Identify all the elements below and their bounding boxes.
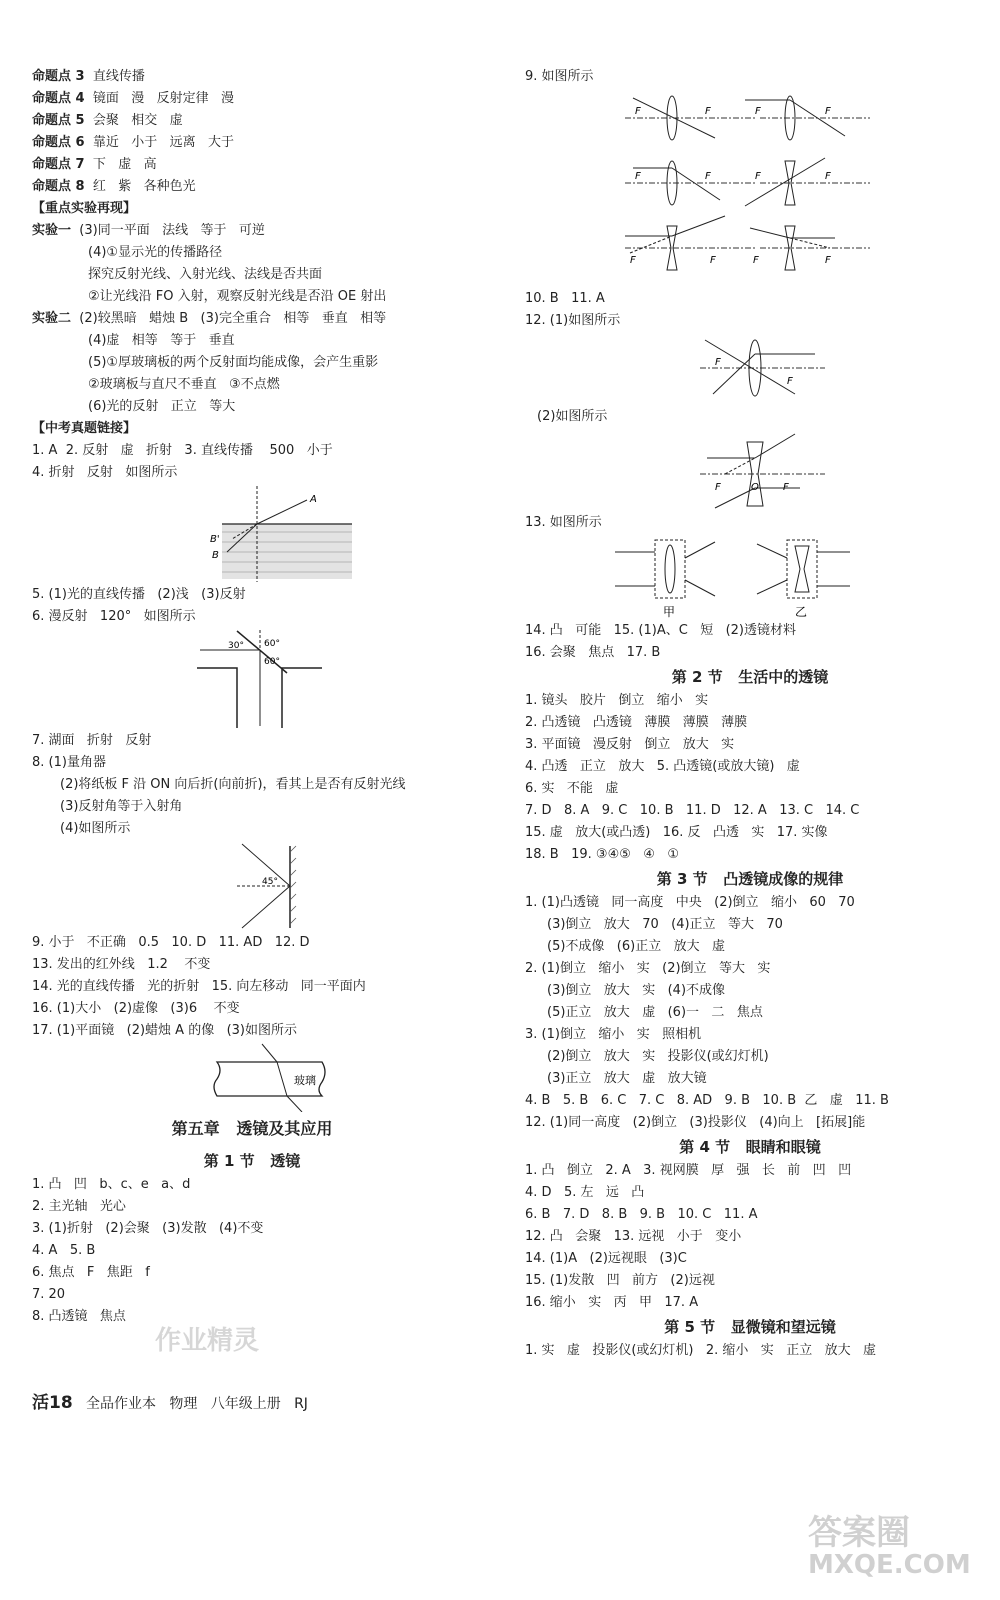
answer-line: 12. (1)同一高度 (2)倒立 (3)投影仪 (4)向上 [拓展]能 bbox=[525, 1115, 866, 1130]
topic-point-line bbox=[32, 132, 472, 154]
glass-label: 玻璃 bbox=[294, 1074, 316, 1087]
answer-line: 4. A 5. B bbox=[32, 1243, 96, 1258]
topic-point-label: 命题点 4 bbox=[32, 91, 85, 106]
label-yi: 乙 bbox=[795, 605, 808, 619]
topic-point-label: 命题点 5 bbox=[32, 113, 85, 128]
experiment-1: 实验一 (3)同一平面 法线 等于 可逆 (4)①显示光的传播路径 探究反射光线、入射光线、法线是否共面 ②让光线沿 FO 入射，观察反射光线是否沿 OE 射出 bbox=[32, 223, 387, 304]
angle-label: 60° bbox=[264, 639, 280, 649]
answer-line: 16. 缩小 实 丙 甲 17. A bbox=[525, 1295, 699, 1310]
topic-point-line bbox=[32, 88, 472, 110]
answer-line: 9. 小于 不正确 0.5 10. D 11. AD 12. D bbox=[32, 935, 310, 950]
box-lens-figure bbox=[525, 534, 975, 620]
topic-point-line bbox=[32, 110, 472, 132]
angle-label: 60° bbox=[264, 657, 280, 667]
experiment-1-label: 实验一 bbox=[32, 223, 72, 238]
answer-line: 6. 漫反射 120° 如图所示 bbox=[32, 609, 196, 624]
answer-line: (4)如图所示 bbox=[60, 821, 131, 836]
answer-line: 12. 凸 会聚 13. 远视 小于 变小 bbox=[525, 1229, 742, 1244]
focus-label: F bbox=[705, 106, 711, 117]
watermark-logo: 答案圈 bbox=[808, 1513, 910, 1553]
answer-line: (2)如图所示 bbox=[537, 409, 608, 424]
page-footer bbox=[32, 1388, 308, 1413]
angle-label: 45° bbox=[262, 877, 278, 887]
answer-line: 18. B 19. ③④⑤ ④ ① bbox=[525, 847, 679, 862]
answer-line: 2. 主光轴 光心 bbox=[32, 1199, 126, 1214]
answer-line: 3. (1)倒立 缩小 实 照相机 bbox=[525, 1027, 702, 1042]
concave-lens-figure bbox=[525, 428, 975, 512]
section-1-answers bbox=[32, 1174, 472, 1328]
topic-point-line bbox=[32, 154, 472, 176]
topic-point-label: 命题点 6 bbox=[32, 135, 85, 150]
answer-line: 16. 会聚 焦点 17. B bbox=[525, 645, 661, 660]
answer-line: 7. 20 bbox=[32, 1287, 66, 1302]
experiment-2-label: 实验二 bbox=[32, 311, 72, 326]
section-5-title: 第 5 节 显微镜和望远镜 bbox=[664, 1318, 836, 1336]
answer-line: 4. D 5. 左 远 凸 bbox=[525, 1185, 645, 1200]
section-3-answers bbox=[525, 892, 975, 1134]
answer-line: 7. 湖面 折射 反射 bbox=[32, 733, 152, 748]
answer-line: 14. 凸 可能 15. (1)A、C 短 (2)透镜材料 bbox=[525, 623, 797, 638]
answer-line: (5)正立 放大 虚 (6)一 二 焦点 bbox=[547, 1005, 763, 1020]
focus-label: F bbox=[705, 171, 711, 182]
answer-line: (3)反射角等于入射角 bbox=[60, 799, 183, 814]
focus-label: F bbox=[755, 106, 761, 117]
focus-label: F bbox=[710, 255, 716, 266]
label-a: A bbox=[310, 494, 317, 505]
topic-point-label: 命题点 8 bbox=[32, 179, 85, 194]
topic-point-answer: 靠近 小于 远离 大于 bbox=[84, 135, 235, 150]
mirror-45-figure bbox=[32, 840, 472, 932]
page-number: 活18 bbox=[32, 1393, 73, 1413]
answer-line: (5)不成像 (6)正立 放大 虚 bbox=[547, 939, 726, 954]
experiment-2: 实验二 (2)较黑暗 蜡烛 B (3)完全重合 相等 垂直 相等 (4)虚 相等 等于 垂直 (5)①厚玻璃板的两个反射面均能成像，会产生重影 ②玻璃板与直尺不垂直 ③不点燃 (6)光的反射 正立 等大 bbox=[32, 311, 387, 414]
answer-line: 2. 凸透镜 凸透镜 薄膜 薄膜 薄膜 bbox=[525, 715, 748, 730]
exam-link-header: 【中考真题链接】 bbox=[32, 421, 137, 436]
experiment-header: 【重点实验再现】 bbox=[32, 201, 137, 216]
answer-line: 2. (1)倒立 缩小 实 (2)倒立 等大 实 bbox=[525, 961, 771, 976]
answer-line: 6. 实 不能 虚 bbox=[525, 781, 619, 796]
answer-line: 4. 折射 反射 如图所示 bbox=[32, 465, 178, 480]
answer-line: 14. (1)A (2)远视眼 (3)C bbox=[525, 1251, 687, 1266]
section-2-title: 第 2 节 生活中的透镜 bbox=[671, 668, 829, 686]
answer-line: (3)正立 放大 虚 放大镜 bbox=[547, 1071, 707, 1086]
answer-line: 15. (1)发散 凹 前方 (2)远视 bbox=[525, 1273, 715, 1288]
focus-label: F bbox=[755, 171, 761, 182]
answer-line: (2)倒立 放大 实 投影仪(或幻灯机) bbox=[547, 1049, 769, 1064]
answer-line: (3)倒立 放大 70 (4)正立 等大 70 bbox=[547, 917, 783, 932]
chapter-title: 第五章 透镜及其应用 bbox=[171, 1119, 333, 1138]
periscope-figure bbox=[32, 628, 472, 730]
lens-diagrams-figure bbox=[525, 88, 975, 288]
answer-line: 8. 凸透镜 焦点 bbox=[32, 1309, 126, 1324]
focus-label: F bbox=[635, 106, 641, 117]
answer-line: 1. 凸 倒立 2. A 3. 视网膜 厚 强 长 前 凹 凹 bbox=[525, 1163, 852, 1178]
focus-label: F bbox=[783, 482, 789, 493]
answer-line: 16. (1)大小 (2)虚像 (3)6 不变 bbox=[32, 1001, 240, 1016]
answer-line: 1. A 2. 反射 虚 折射 3. 直线传播 500 小于 bbox=[32, 443, 333, 458]
answer-line: 17. (1)平面镜 (2)蜡烛 A 的像 (3)如图所示 bbox=[32, 1023, 298, 1038]
section-2-answers bbox=[525, 690, 975, 866]
answer-line: 10. B 11. A bbox=[525, 291, 605, 306]
topic-point-answer: 红 紫 各种色光 bbox=[84, 179, 196, 194]
section-3-title: 第 3 节 凸透镜成像的规律 bbox=[656, 870, 844, 888]
answer-line: 5. (1)光的直线传播 (2)浅 (3)反射 bbox=[32, 587, 246, 602]
focus-label: F bbox=[753, 255, 759, 266]
answer-line: 1. 镜头 胶片 倒立 缩小 实 bbox=[525, 693, 709, 708]
watermark-site: MXQE.COM bbox=[808, 1550, 971, 1580]
footer-text: 全品作业本 物理 八年级上册 RJ bbox=[72, 1396, 308, 1412]
focus-label: F bbox=[715, 357, 721, 368]
focus-label: F bbox=[715, 482, 721, 493]
label-b: B bbox=[212, 550, 219, 561]
focus-label: F bbox=[825, 255, 831, 266]
left-column bbox=[32, 66, 472, 1328]
topic-point-answer: 直线传播 bbox=[84, 69, 145, 84]
answer-line: 6. 焦点 F 焦距 f bbox=[32, 1265, 150, 1280]
angle-label: 30° bbox=[228, 641, 244, 651]
convex-lens-figure bbox=[525, 332, 975, 406]
glass-block-figure bbox=[32, 1042, 472, 1112]
label-b-prime: B' bbox=[210, 534, 220, 545]
focus-label: F bbox=[825, 106, 831, 117]
topic-point-line bbox=[32, 176, 472, 198]
label-jia: 甲 bbox=[663, 605, 676, 619]
focus-label: F bbox=[630, 255, 636, 266]
answer-line: 1. 凸 凹 b、c、e a、d bbox=[32, 1177, 191, 1192]
topic-point-answer: 下 虚 高 bbox=[84, 157, 157, 172]
answer-line: 6. B 7. D 8. B 9. B 10. C 11. A bbox=[525, 1207, 758, 1222]
section-1-title: 第 1 节 透镜 bbox=[203, 1152, 301, 1170]
answer-line: 1. 实 虚 投影仪(或幻灯机) 2. 缩小 实 正立 放大 虚 bbox=[525, 1343, 876, 1358]
answer-line: 4. 凸透 正立 放大 5. 凸透镜(或放大镜) 虚 bbox=[525, 759, 800, 774]
origin-label: O bbox=[751, 482, 759, 493]
topic-point-label: 命题点 7 bbox=[32, 157, 85, 172]
answer-line: (3)倒立 放大 实 (4)不成像 bbox=[547, 983, 726, 998]
section-4-title: 第 4 节 眼睛和眼镜 bbox=[679, 1138, 821, 1156]
focus-label: F bbox=[787, 376, 793, 387]
answer-line: 4. B 5. B 6. C 7. C 8. AD 9. B 10. B 乙 虚 11. B bbox=[525, 1093, 889, 1108]
reflection-refraction-figure bbox=[32, 484, 472, 584]
right-column bbox=[525, 66, 975, 1362]
topic-point-label: 命题点 3 bbox=[32, 69, 85, 84]
topic-point-line bbox=[32, 66, 472, 88]
topic-point-answer: 镜面 漫 反射定律 漫 bbox=[84, 91, 235, 106]
answer-line: 9. 如图所示 bbox=[525, 69, 594, 84]
answer-line: 8. (1)量角器 bbox=[32, 755, 106, 770]
answer-line: 13. 发出的红外线 1.2 不变 bbox=[32, 957, 211, 972]
answer-line: 14. 光的直线传播 光的折射 15. 向左移动 同一平面内 bbox=[32, 979, 366, 994]
answer-line: 15. 虚 放大(或凸透) 16. 反 凸透 实 17. 实像 bbox=[525, 825, 828, 840]
answer-line: 3. (1)折射 (2)会聚 (3)发散 (4)不变 bbox=[32, 1221, 264, 1236]
answer-line: (2)将纸板 F 沿 ON 向后折(向前折)，看其上是否有反射光线 bbox=[60, 777, 406, 792]
topic-points bbox=[32, 66, 472, 198]
answer-line: 7. D 8. A 9. C 10. B 11. D 12. A 13. C 14. C bbox=[525, 803, 860, 818]
focus-label: F bbox=[825, 171, 831, 182]
section-4-answers bbox=[525, 1160, 975, 1314]
answer-line: 1. (1)凸透镜 同一高度 中央 (2)倒立 缩小 60 70 bbox=[525, 895, 855, 910]
watermark-logo: 作业精灵 bbox=[155, 1326, 260, 1356]
answer-line: 3. 平面镜 漫反射 倒立 放大 实 bbox=[525, 737, 735, 752]
focus-label: F bbox=[635, 171, 641, 182]
topic-point-answer: 会聚 相交 虚 bbox=[84, 113, 183, 128]
answer-line: 12. (1)如图所示 bbox=[525, 313, 621, 328]
answer-line: 13. 如图所示 bbox=[525, 515, 602, 530]
